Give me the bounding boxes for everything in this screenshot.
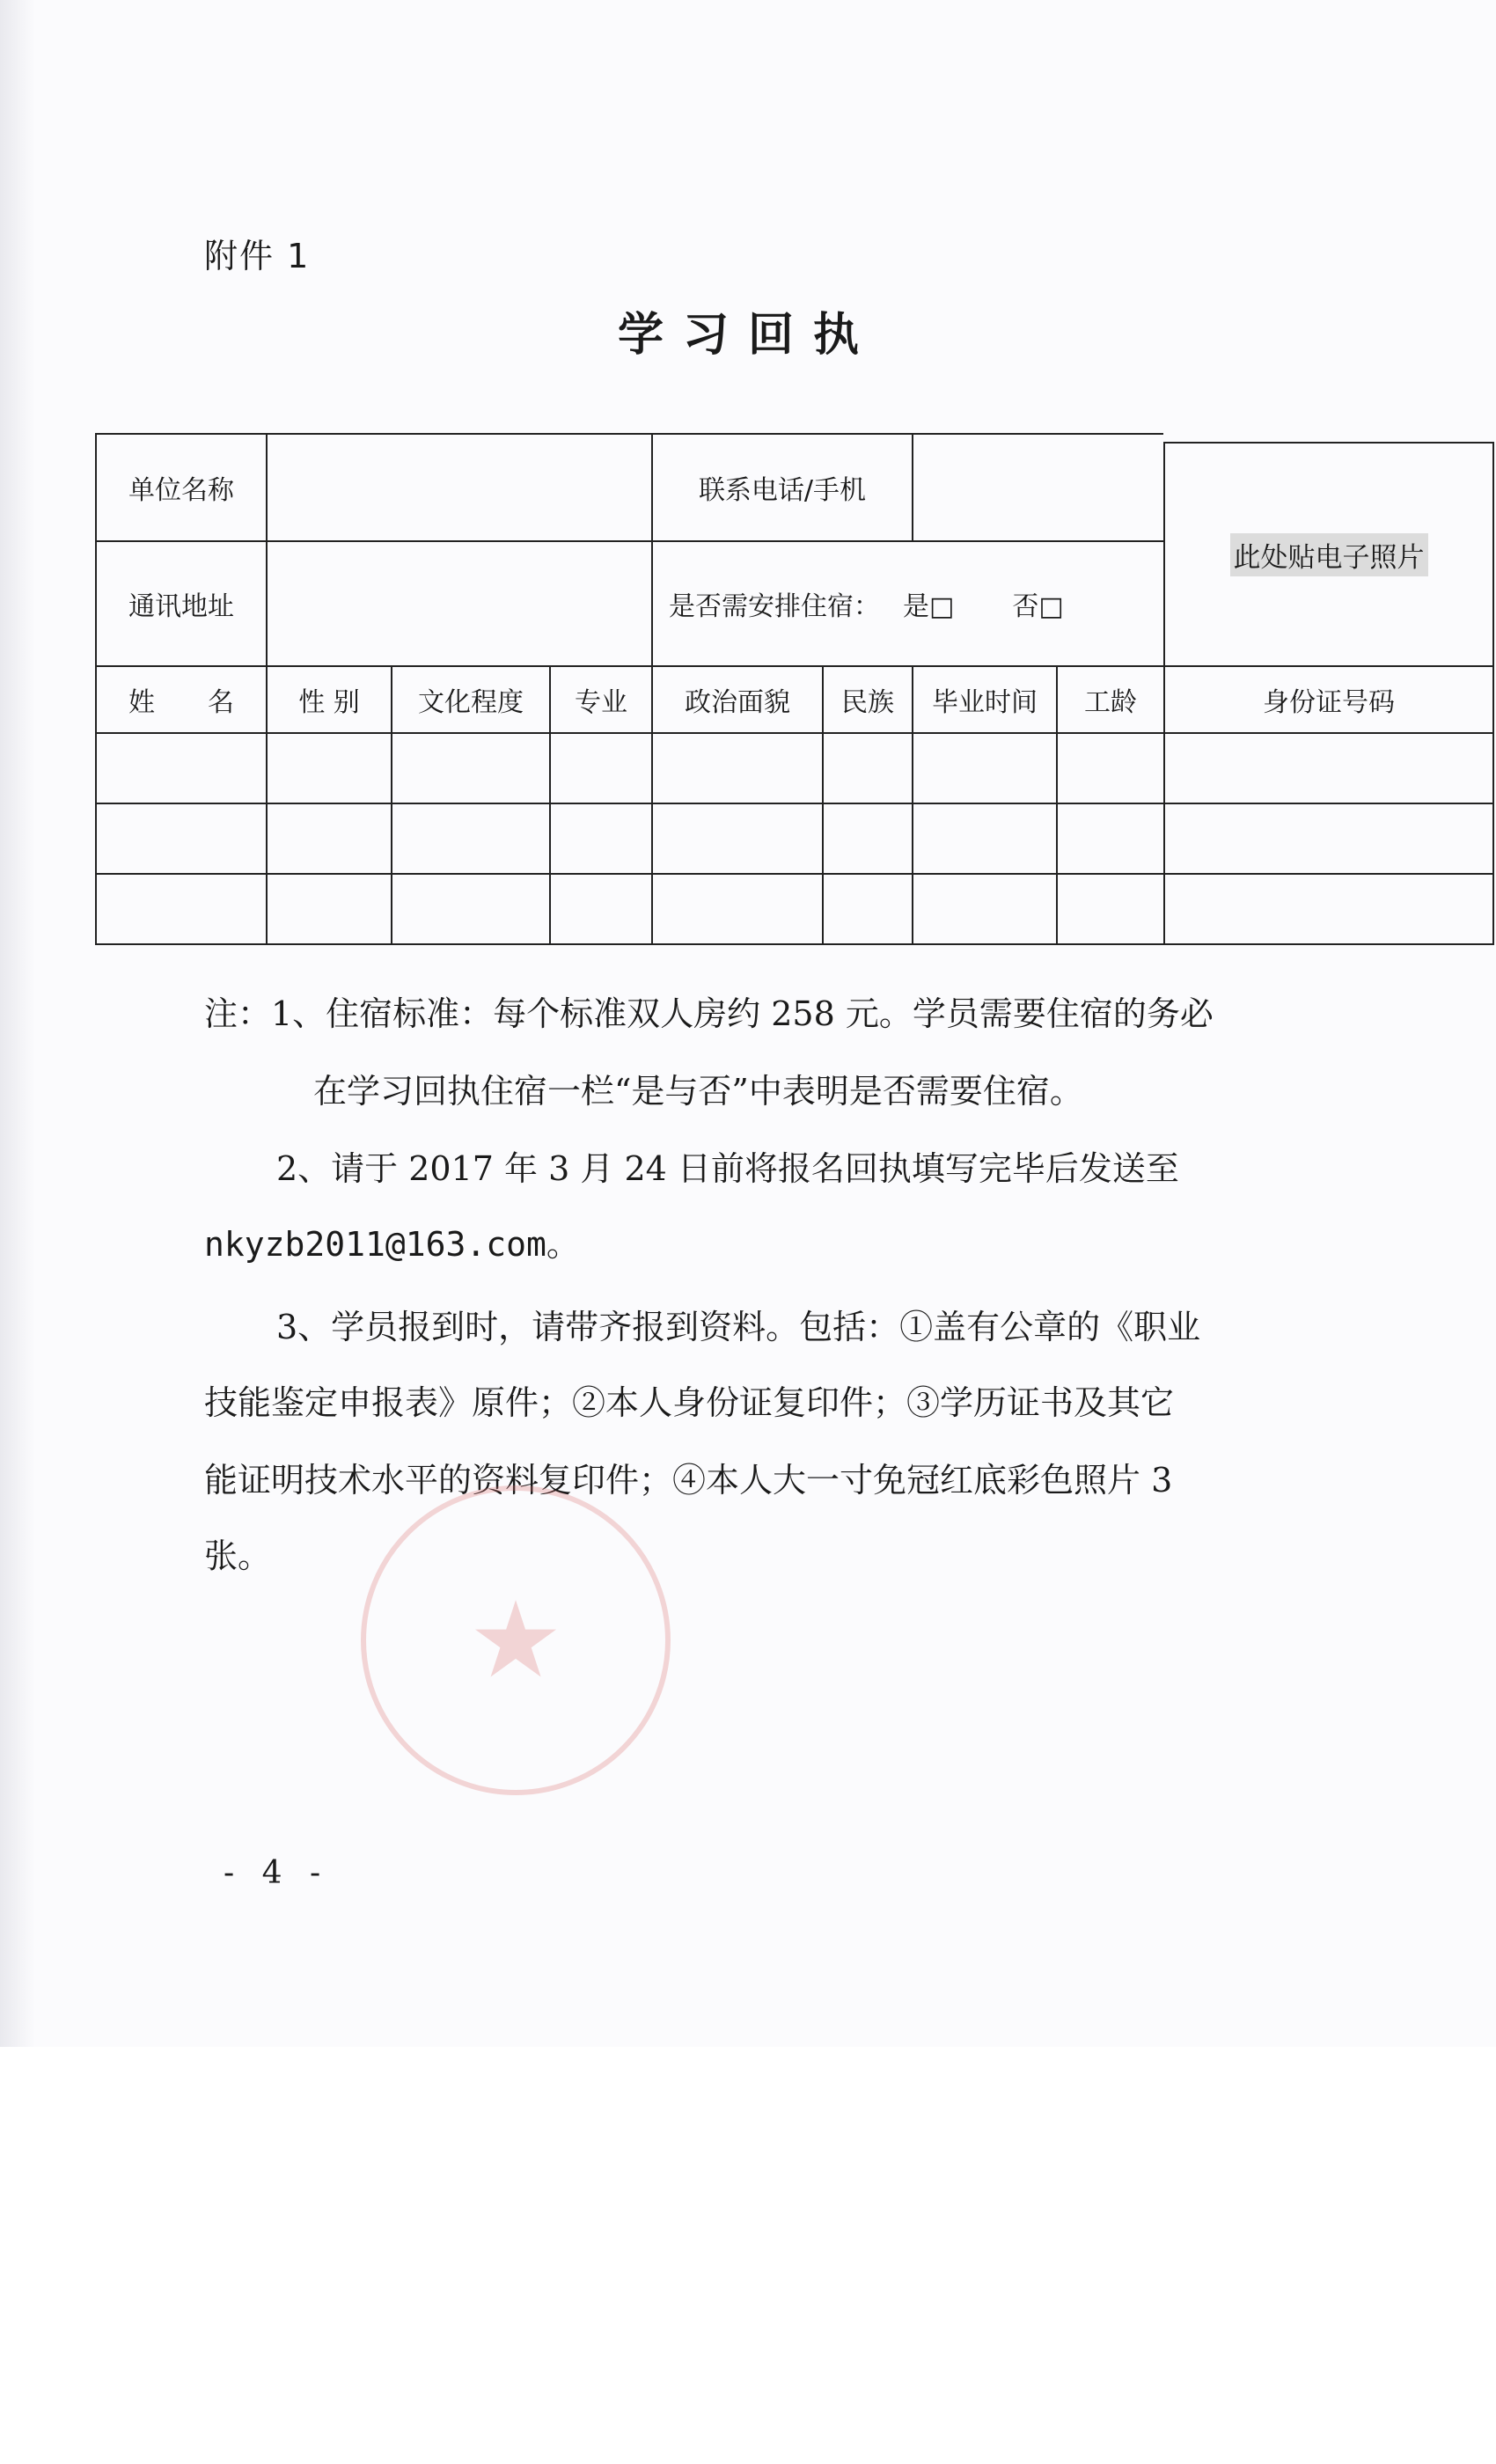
photo-cell[interactable]: [1163, 442, 1494, 665]
header-political-status: [651, 665, 822, 732]
address-label: 通讯地址: [128, 591, 234, 622]
table-cell[interactable]: [651, 873, 822, 945]
header-work-years: [1056, 665, 1163, 732]
address-label-cell: [95, 540, 266, 665]
lodging-cell: [651, 540, 1163, 665]
page-number: - 4 -: [224, 1855, 330, 1891]
table-cell[interactable]: [1163, 873, 1494, 945]
header-education: [391, 665, 549, 732]
table-cell[interactable]: [549, 803, 651, 873]
table-cell[interactable]: [1163, 803, 1494, 873]
table-cell[interactable]: [95, 732, 266, 803]
note-line-5: 3、学员报到时，请带齐报到资料。包括：①盖有公章的《职业: [276, 1308, 1201, 1346]
table-cell[interactable]: [822, 803, 912, 873]
header-name: [95, 665, 266, 732]
lodging-yes-checkbox[interactable]: 是□: [903, 591, 955, 622]
table-cell[interactable]: [1056, 873, 1163, 945]
header-graduation-time: [912, 665, 1056, 732]
header-political-status-label: 政治面貌: [685, 687, 790, 718]
phone-label: 联系电话/手机: [698, 475, 867, 506]
header-id-number: [1163, 665, 1494, 732]
table-cell[interactable]: [95, 803, 266, 873]
note-line-6: 技能鉴定申报表》原件；②本人身份证复印件；③学历证书及其它: [204, 1383, 1175, 1422]
table-cell[interactable]: [1163, 732, 1494, 803]
header-id-number-label: 身份证号码: [1263, 687, 1395, 718]
note-line-7: 能证明技术水平的资料复印件；④本人大一寸免冠红底彩色照片 3: [204, 1461, 1173, 1500]
table-cell[interactable]: [651, 732, 822, 803]
table-cell[interactable]: [549, 873, 651, 945]
address-input-cell[interactable]: [266, 540, 651, 665]
table-cell[interactable]: [95, 873, 266, 945]
form-title: 学习回执: [617, 308, 878, 362]
registration-table: [95, 433, 1496, 952]
note-email: nkyzb2011@163.com。: [204, 1225, 580, 1264]
table-cell[interactable]: [912, 873, 1056, 945]
note-line-1: 注：1、住宿标准：每个标准双人房约 258 元。学员需要住宿的务必: [204, 994, 1214, 1033]
header-name-label: 姓 名: [128, 687, 234, 718]
lodging-question: 是否需安排住宿：: [669, 591, 880, 622]
header-education-label: 文化程度: [418, 687, 524, 718]
table-cell[interactable]: [391, 803, 549, 873]
header-gender-label: 性 别: [298, 687, 360, 718]
header-gender: [266, 665, 391, 732]
header-ethnicity-label: 民族: [841, 687, 894, 718]
table-cell[interactable]: [266, 732, 391, 803]
table-cell[interactable]: [1056, 732, 1163, 803]
unit-name-label-cell: [95, 433, 266, 540]
photo-label: 此处贴电子照片: [1230, 533, 1428, 576]
table-cell[interactable]: [266, 873, 391, 945]
phone-input-cell[interactable]: [912, 433, 1163, 540]
note-line-8: 张。: [204, 1536, 272, 1575]
table-cell[interactable]: [549, 732, 651, 803]
header-major-label: 专业: [575, 687, 627, 718]
seal-star-icon: ★: [468, 1579, 563, 1702]
table-cell[interactable]: [651, 803, 822, 873]
table-cell[interactable]: [822, 873, 912, 945]
note-line-3: 2、请于 2017 年 3 月 24 日前将报名回执填写完毕后发送至: [276, 1149, 1179, 1188]
table-cell[interactable]: [1056, 803, 1163, 873]
unit-name-label: 单位名称: [128, 475, 234, 506]
header-major: [549, 665, 651, 732]
table-cell[interactable]: [912, 803, 1056, 873]
table-cell[interactable]: [912, 732, 1056, 803]
unit-name-input-cell[interactable]: [266, 433, 651, 540]
attachment-label: 附件 1: [204, 237, 311, 275]
header-work-years-label: 工龄: [1084, 687, 1137, 718]
table-cell[interactable]: [822, 732, 912, 803]
phone-label-cell: [651, 433, 912, 540]
table-cell[interactable]: [266, 803, 391, 873]
header-graduation-time-label: 毕业时间: [932, 687, 1038, 718]
table-cell[interactable]: [391, 732, 549, 803]
header-ethnicity: [822, 665, 912, 732]
red-official-seal-icon: [361, 1485, 671, 1795]
note-line-2: 在学习回执住宿一栏“是与否”中表明是否需要住宿。: [313, 1072, 1083, 1111]
table-cell[interactable]: [391, 873, 549, 945]
lodging-no-checkbox[interactable]: 否□: [1012, 591, 1064, 622]
